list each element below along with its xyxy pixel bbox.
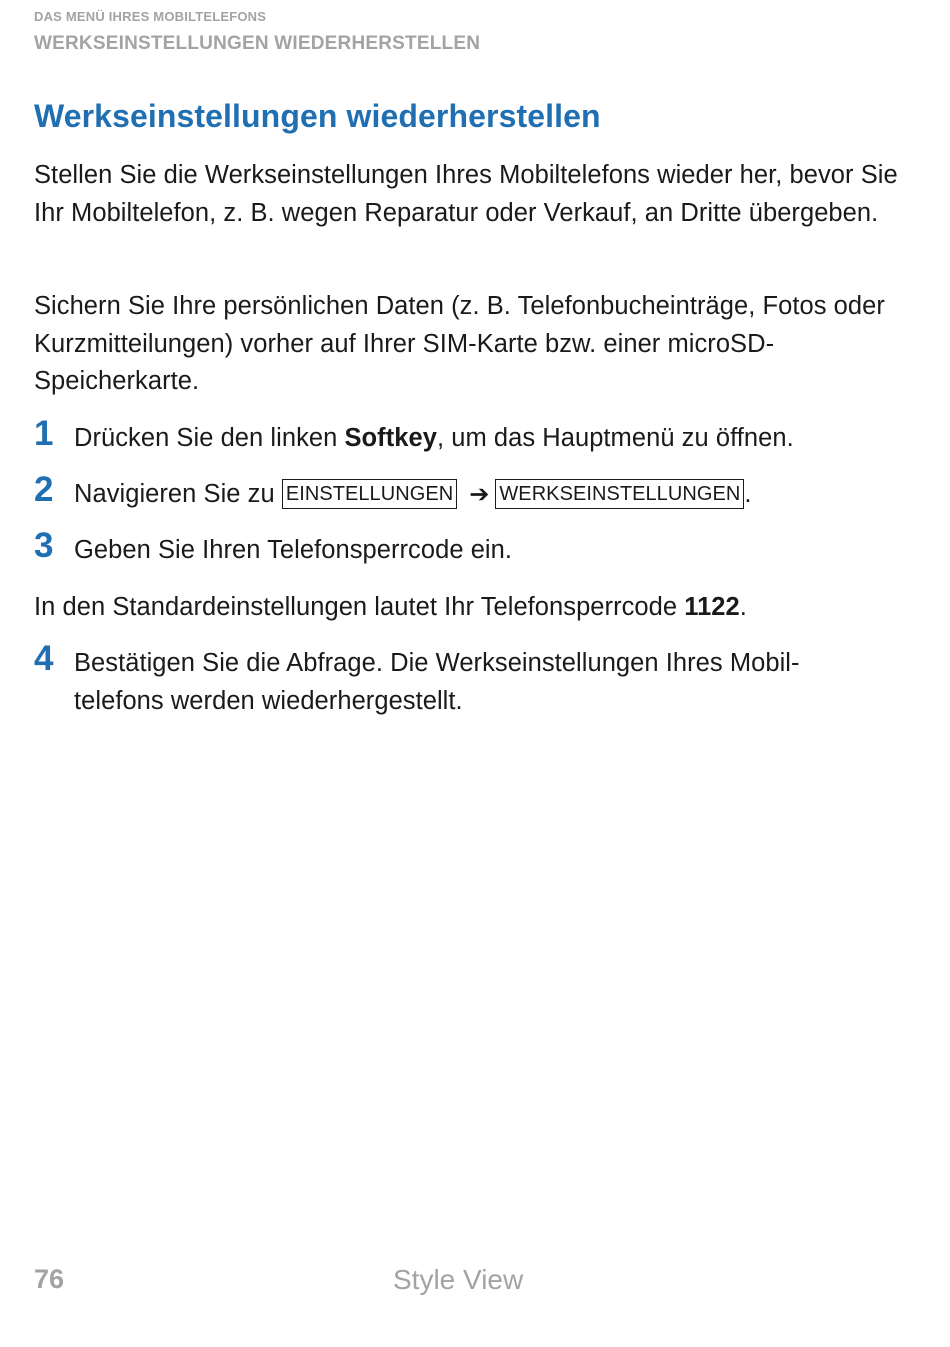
menu-item-werkseinstellungen: WERKSEINSTELLUNGEN: [495, 479, 744, 509]
step-text-pre: Drücken Sie den linken: [74, 424, 345, 452]
running-header-section: WERKSEINSTELLUNGEN WIEDERHERSTELLEN: [34, 33, 481, 54]
footer-brand: Style View: [393, 1264, 524, 1295]
step-text-line-2: telefons werden wiederhergestellt.: [74, 686, 463, 715]
step-number: 3: [34, 526, 54, 565]
step-text-line-1: Bestätigen Sie die Abfrage. Die Werkseinstellungen Ihres Mobil-: [74, 649, 800, 677]
note-text-post: .: [739, 593, 747, 621]
step-text-pre: Navigieren Sie zu: [74, 480, 282, 508]
menu-item-einstellungen: EINSTELLUNGEN: [282, 479, 457, 509]
note-text-pre: In den Standardeinstellungen lautet Ihr Telefonsperrcode: [34, 593, 685, 621]
step-text: [74, 645, 914, 720]
softkey-term: Softkey: [344, 424, 437, 452]
step-text-post: .: [744, 480, 752, 508]
step-number: 2: [34, 470, 54, 509]
step-text-post: , um das Hauptmenü zu öffnen.: [436, 424, 794, 452]
default-code: 1122: [684, 593, 740, 621]
step-text: Geben Sie Ihren Telefonsperrcode ein.: [74, 536, 513, 564]
step-number: 1: [34, 414, 54, 453]
step-text: [74, 476, 914, 514]
intro-paragraph: Stellen Sie die Werkseinstellungen Ihres Mobiltelefons wieder her, bevor Sie Ihr Mobiltelefon, z. B. wegen Reparatur oder Verkauf, an Dritte übergeben.: [34, 161, 898, 227]
running-header-chapter: DAS MENÜ IHRES MOBILTELEFONS: [34, 9, 267, 24]
step-text: [74, 420, 914, 458]
arrow-right-icon: ➔: [469, 481, 490, 508]
page-title: Werkseinstellungen wiederherstellen: [34, 98, 601, 134]
step-number: 4: [34, 639, 54, 678]
backup-paragraph: Sichern Sie Ihre persönlichen Daten (z. B. Telefonbucheinträge, Fotos oder Kurzmitteilungen) vorher auf Ihrer SIM-Karte bzw. einer microSD-Speicherkarte.: [34, 292, 885, 395]
default-code-note: [34, 589, 914, 627]
page-number: 76: [34, 1264, 65, 1294]
